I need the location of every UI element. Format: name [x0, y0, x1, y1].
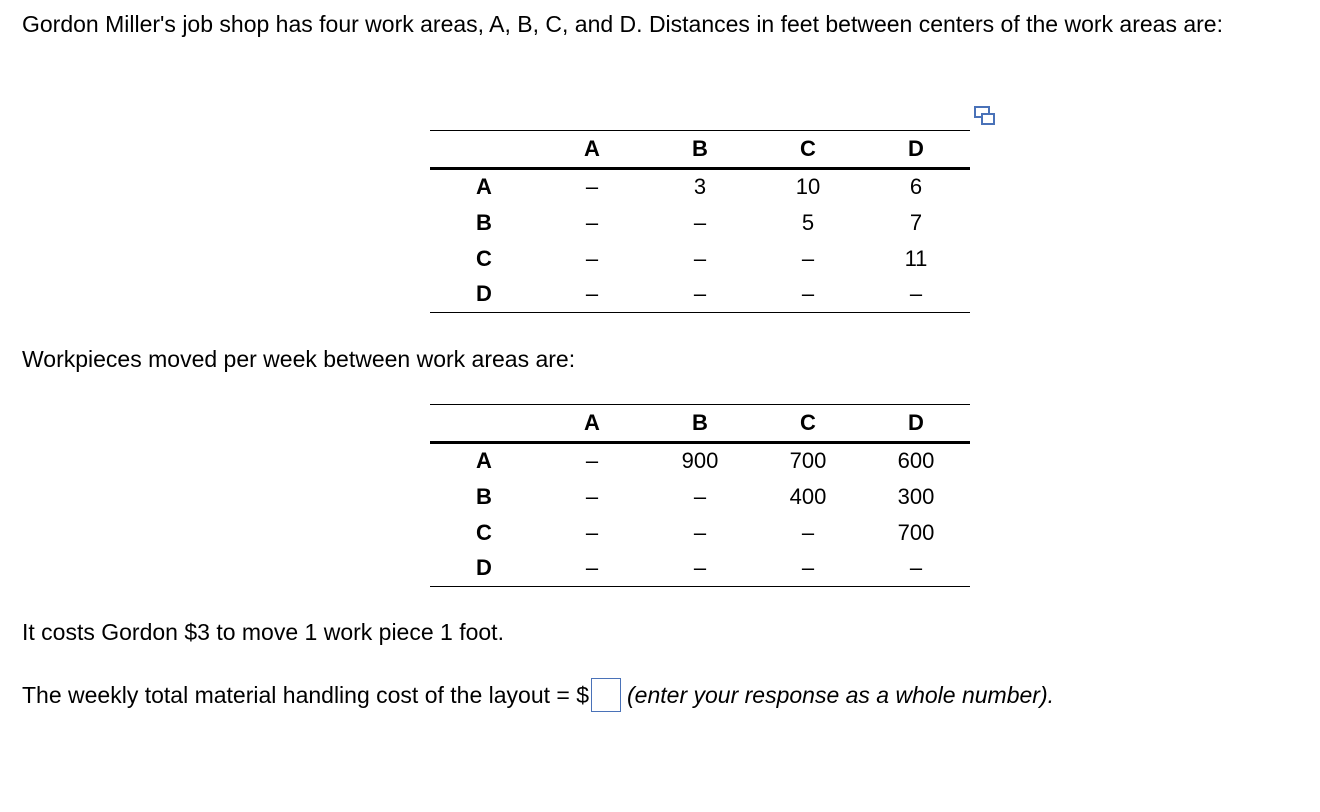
table-cell: 700	[789, 448, 827, 474]
table-cell: –	[585, 519, 599, 545]
problem-intro: Gordon Miller's job shop has four work areas, A, B, C, and D. Distances in feet between centers of the work areas are:	[22, 11, 1223, 37]
table-cell: 3	[693, 174, 707, 200]
question-line	[22, 680, 1054, 714]
table-cell: –	[693, 519, 707, 545]
table-cell: –	[585, 448, 599, 474]
table-cell: –	[862, 277, 970, 313]
table-cell: –	[538, 277, 646, 313]
table-cell: –	[693, 483, 707, 509]
corner-cell	[430, 405, 538, 443]
column-header: C	[754, 405, 862, 443]
copy-to-spreadsheet-icon[interactable]	[974, 106, 996, 126]
table-row	[430, 205, 970, 241]
flow-intro: Workpieces moved per week between work areas are:	[22, 346, 576, 372]
row-header: B	[476, 209, 492, 235]
table-cell: –	[862, 551, 970, 587]
table-row	[430, 241, 970, 277]
column-header: D	[862, 405, 970, 443]
table-cell: 600	[897, 448, 935, 474]
table-cell: –	[585, 245, 599, 271]
answer-hint: (enter your response as a whole number).	[627, 682, 1055, 709]
row-header: B	[476, 483, 492, 509]
column-header: A	[538, 405, 646, 443]
table-cell: 400	[789, 483, 827, 509]
table-row	[430, 169, 970, 205]
table-cell: 900	[681, 448, 719, 474]
table-header-row	[430, 405, 970, 443]
table-cell: –	[538, 551, 646, 587]
table-cell: –	[754, 277, 862, 313]
table-cell: 11	[904, 245, 928, 271]
table-cell: 5	[801, 209, 815, 235]
column-header: D	[862, 131, 970, 169]
column-header: A	[538, 131, 646, 169]
table-cell: 300	[897, 483, 935, 509]
table-cell: –	[646, 551, 754, 587]
table-row	[430, 515, 970, 551]
row-header: C	[476, 245, 492, 271]
table-cell: 7	[909, 209, 923, 235]
row-header: A	[476, 174, 492, 200]
row-header: D	[430, 277, 538, 313]
table-cell: –	[693, 209, 707, 235]
table-cell: –	[585, 174, 599, 200]
table-row	[430, 443, 970, 479]
flow-table	[430, 404, 970, 587]
distance-table	[430, 130, 970, 313]
row-header: C	[476, 519, 492, 545]
table-row	[430, 551, 970, 587]
column-header: B	[646, 405, 754, 443]
table-cell: –	[646, 277, 754, 313]
table-cell: 6	[909, 174, 923, 200]
table-cell: 700	[897, 519, 935, 545]
row-header: D	[430, 551, 538, 587]
question-prefix: The weekly total material handling cost of the layout = $	[22, 682, 590, 709]
table-cell: –	[585, 483, 599, 509]
table-cell: –	[585, 209, 599, 235]
table-cell: –	[801, 519, 815, 545]
table-cell: –	[693, 245, 707, 271]
cost-statement: It costs Gordon $3 to move 1 work piece 1 foot.	[22, 619, 504, 645]
row-header: A	[476, 448, 492, 474]
column-header: B	[646, 131, 754, 169]
table-row	[430, 479, 970, 515]
corner-cell	[430, 131, 538, 169]
table-cell: 10	[795, 174, 821, 200]
column-header: C	[754, 131, 862, 169]
table-row	[430, 277, 970, 313]
table-header-row	[430, 131, 970, 169]
table-cell: –	[754, 551, 862, 587]
table-cell: –	[801, 245, 815, 271]
answer-input[interactable]	[591, 678, 621, 712]
